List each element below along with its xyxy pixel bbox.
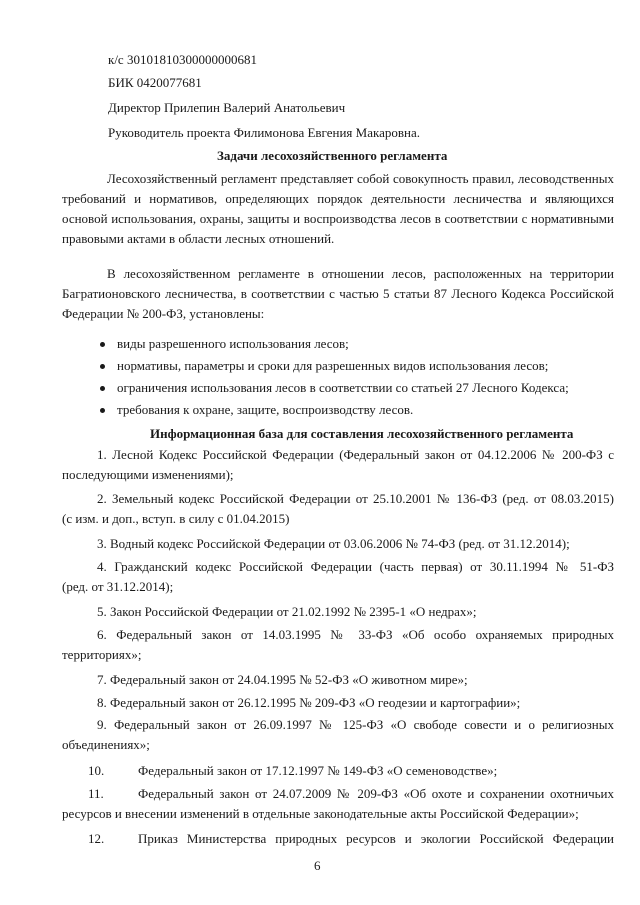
list-item-text: последующими изменениями); xyxy=(62,467,234,482)
list-item-text: Гражданский кодекс Российской Федерации (часть первая) от 30.11.1994 № 51-ФЗ xyxy=(114,559,615,574)
list-item xyxy=(62,715,614,755)
bullet-icon xyxy=(100,386,105,391)
list-item-number: 12. xyxy=(88,831,105,846)
list-item-text: Приказ Министерства природных ресурсов и экологии Российской Федерации xyxy=(138,831,614,846)
list-item xyxy=(97,670,468,690)
bullet-text: нормативы, параметры и сроки для разрешенных видов использования лесов; xyxy=(117,358,549,373)
list-item-number: 4. xyxy=(97,559,107,574)
list-item-text: объединениях»; xyxy=(62,737,150,752)
bullet-icon xyxy=(100,408,105,413)
bullet-item xyxy=(100,378,569,398)
list-item-text: территориях»; xyxy=(62,647,142,662)
paragraph-regulation-scope xyxy=(62,264,614,324)
list-item-text: Лесной Кодекс Российской Федерации (Федеральный закон от 04.12.2006 № 200-ФЗ с xyxy=(112,447,615,462)
list-item-text: ресурсов и внесении изменений в отдельные законодательные акты Российской Федерации»; xyxy=(62,806,579,821)
list-item-text: (с изм. и доп., вступ. в силу с 01.04.2015) xyxy=(62,511,290,526)
bullet-icon xyxy=(100,342,105,347)
list-item xyxy=(62,557,614,597)
list-item xyxy=(97,602,477,622)
paragraph-line: основой использования, охраны, защиты и воспроизводства лесов в соответствии с нормативными xyxy=(62,211,614,226)
list-item xyxy=(62,829,614,849)
list-item-number: 5. xyxy=(97,604,107,619)
list-item-text: Федеральный закон от 24.07.2009 № 209-ФЗ «Об охоте и сохранении охотничьих xyxy=(138,786,614,801)
paragraph-regulation-definition xyxy=(62,169,614,249)
list-item-number: 3. xyxy=(97,536,107,551)
list-item-text: Федеральный закон от 17.12.1997 № 149-ФЗ «О семеноводстве»; xyxy=(138,763,498,778)
list-item xyxy=(62,489,614,529)
section-title-information-base: Информационная база для составления лесохозяйственного регламента xyxy=(150,426,574,441)
list-item-number: 10. xyxy=(88,763,105,778)
paragraph-line: требований и нормативов, определяющих порядок деятельности лесничества и являющихся xyxy=(62,191,614,206)
bullet-icon xyxy=(100,364,105,369)
project-manager-line: Руководитель проекта Филимонова Евгения Макаровна. xyxy=(108,125,420,140)
bullet-item xyxy=(100,356,548,376)
list-item xyxy=(88,761,497,781)
list-item-number: 8. xyxy=(97,695,107,710)
bullet-item xyxy=(100,334,349,354)
list-item xyxy=(62,625,614,665)
list-item-text: Федеральный закон от 26.12.1995 № 209-ФЗ «О геодезии и картографии»; xyxy=(110,695,521,710)
list-item-text: Закон Российской Федерации от 21.02.1992 № 2395-1 «О недрах»; xyxy=(110,604,477,619)
list-item xyxy=(97,534,570,554)
page-number: 6 xyxy=(314,858,321,873)
list-item-number: 6. xyxy=(97,627,107,642)
list-item xyxy=(62,445,614,485)
list-item-text: Водный кодекс Российской Федерации от 03.06.2006 № 74-ФЗ (ред. от 31.12.2014); xyxy=(110,536,570,551)
list-item xyxy=(62,784,614,824)
list-item-number: 9. xyxy=(97,717,107,732)
list-item-text: Федеральный закон от 24.04.1995 № 52-ФЗ «О животном мире»; xyxy=(110,672,468,687)
director-line: Директор Прилепин Валерий Анатольевич xyxy=(108,100,346,115)
paragraph-line: Лесохозяйственный регламент представляет собой совокупность правил, лесоводственных xyxy=(107,171,614,186)
list-item xyxy=(97,693,520,713)
list-item-text: Федеральный закон от 26.09.1997 № 125-ФЗ «О свободе совести и о религиозных xyxy=(113,717,614,732)
paragraph-line: Багратионовского лесничества, в соответствии с частью 5 статьи 87 Лесного Кодекса Российской xyxy=(62,286,614,301)
section-title-tasks: Задачи лесохозяйственного регламента xyxy=(217,148,448,163)
list-item-text: (ред. от 31.12.2014); xyxy=(62,579,174,594)
list-item-number: 2. xyxy=(97,491,107,506)
bik-line: БИК 0420077681 xyxy=(108,75,202,90)
correspondent-account: к/с 30101810300000000681 xyxy=(108,52,257,67)
list-item-text: Земельный кодекс Российской Федерации от 25.10.2001 № 136-ФЗ (ред. от 08.03.2015) xyxy=(112,491,615,506)
paragraph-line: В лесохозяйственном регламенте в отношении лесов, расположенных на территории xyxy=(107,266,614,281)
bullet-item xyxy=(100,400,413,420)
list-item-number: 7. xyxy=(97,672,107,687)
bullet-text: требования к охране, защите, воспроизводству лесов. xyxy=(117,402,414,417)
list-item-number: 1. xyxy=(97,447,107,462)
bullet-text: ограничения использования лесов в соответствии со статьей 27 Лесного Кодекса; xyxy=(117,380,569,395)
paragraph-line: правовыми актами в области лесных отношений. xyxy=(62,231,335,246)
bullet-text: виды разрешенного использования лесов; xyxy=(117,336,349,351)
list-item-text: Федеральный закон от 14.03.1995 № 33-ФЗ «Об особо охраняемых природных xyxy=(116,627,615,642)
list-item-number: 11. xyxy=(88,786,104,801)
paragraph-line: Федерации № 200-ФЗ, установлены: xyxy=(62,306,265,321)
